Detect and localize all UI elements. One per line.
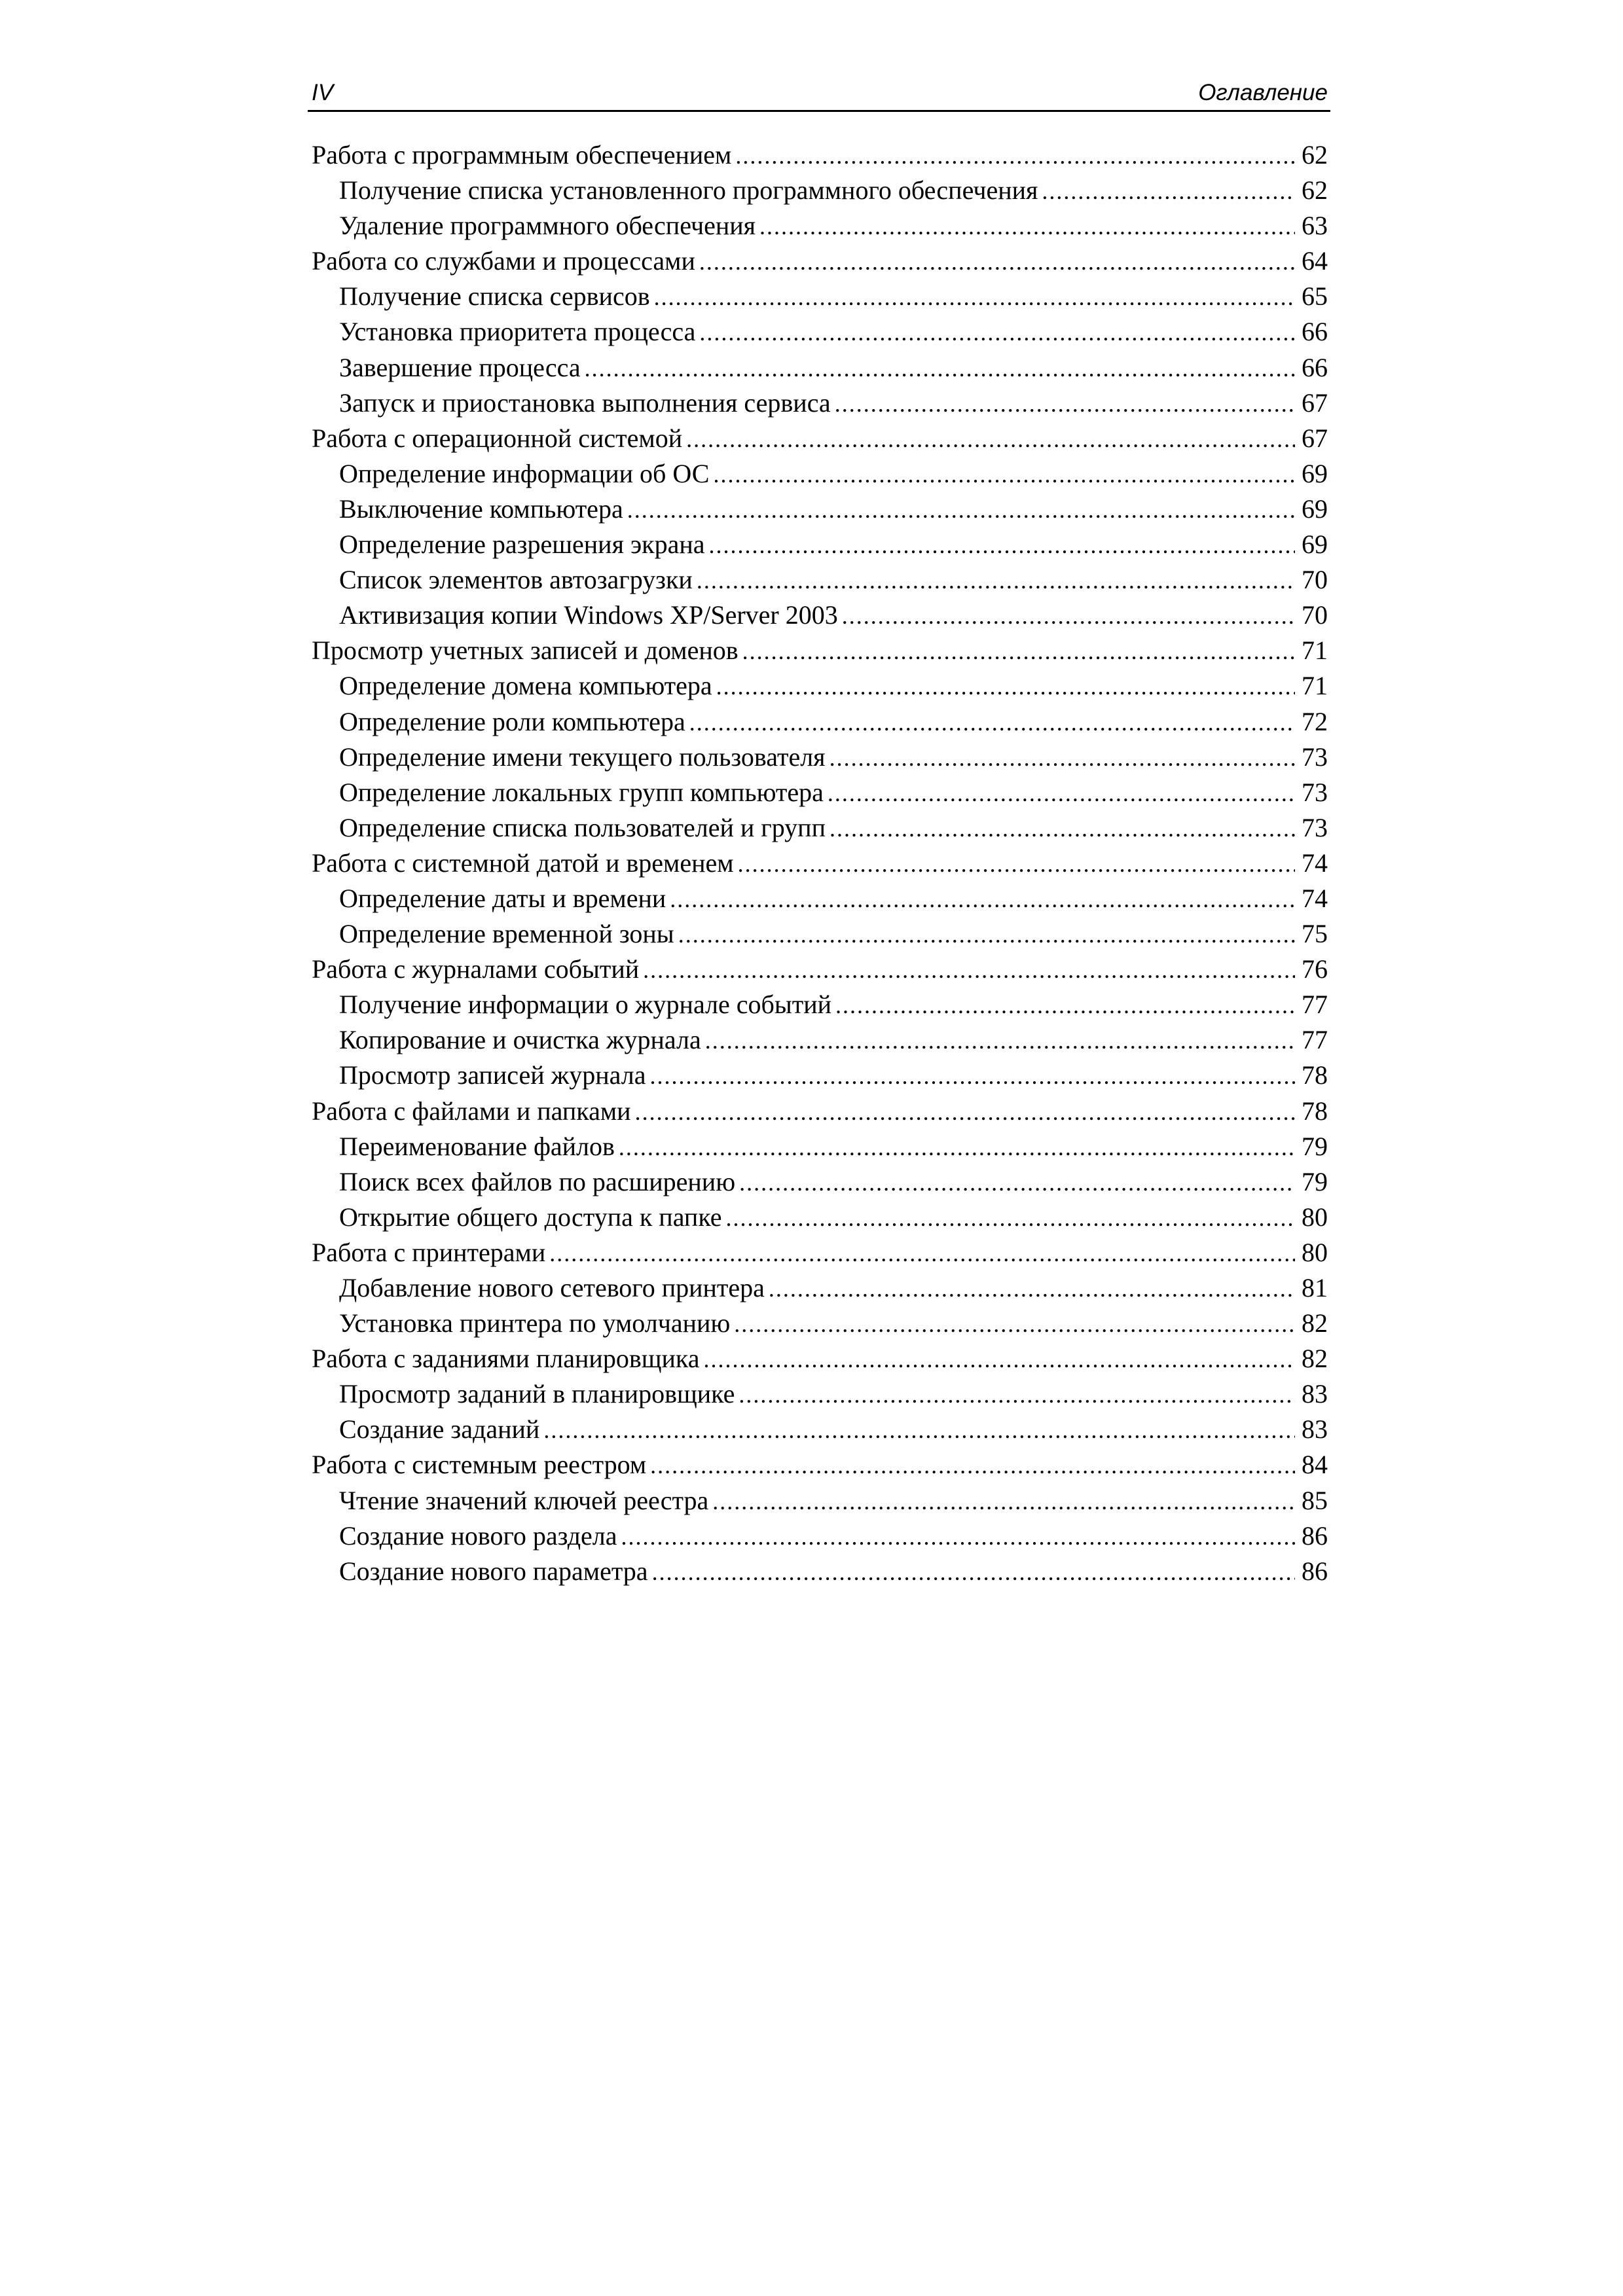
dot-leader bbox=[835, 386, 1295, 422]
toc-page-number: 66 bbox=[1302, 352, 1328, 382]
toc-page-number: 86 bbox=[1302, 1556, 1328, 1586]
toc-section-entry[interactable] bbox=[312, 243, 1328, 279]
running-head-title: Оглавление bbox=[1198, 80, 1328, 105]
page-folio: IV bbox=[312, 80, 334, 105]
toc-subsection-entry[interactable] bbox=[312, 775, 1328, 810]
dot-leader bbox=[828, 776, 1295, 811]
table-of-contents bbox=[312, 137, 1328, 1589]
toc-entry-title: Выключение компьютера bbox=[339, 493, 623, 524]
dot-leader bbox=[689, 705, 1295, 740]
toc-subsection-entry[interactable] bbox=[312, 916, 1328, 952]
toc-entry-title: Определение даты и времени bbox=[339, 883, 666, 913]
dot-leader bbox=[742, 634, 1295, 669]
toc-entry-title: Работа с файлами и папками bbox=[312, 1096, 631, 1126]
toc-subsection-entry[interactable] bbox=[312, 1164, 1328, 1200]
toc-subsection-entry[interactable] bbox=[312, 1306, 1328, 1341]
dot-leader bbox=[652, 1554, 1295, 1590]
toc-entry-title: Просмотр учетных записей и доменов bbox=[312, 636, 739, 666]
dot-leader bbox=[670, 882, 1295, 917]
toc-entry-title: Получение информации о журнале событий bbox=[339, 990, 832, 1020]
toc-section-entry[interactable] bbox=[312, 1235, 1328, 1270]
toc-entry-title: Установка приоритета процесса bbox=[339, 317, 696, 347]
toc-page-number: 81 bbox=[1302, 1273, 1328, 1302]
toc-entry-title: Определение разрешения экрана bbox=[339, 529, 705, 560]
toc-entry-title: Активизация копии Windows XP/Server 2003 bbox=[339, 600, 838, 630]
dot-leader bbox=[734, 1306, 1295, 1342]
toc-entry-title: Определение информации об ОС bbox=[339, 458, 710, 488]
toc-subsection-entry[interactable] bbox=[312, 1058, 1328, 1093]
toc-entry-title: Создание заданий bbox=[339, 1414, 540, 1444]
toc-page-number: 78 bbox=[1302, 1096, 1328, 1126]
toc-page-number: 64 bbox=[1302, 246, 1328, 276]
toc-entry-title: Работа с системным реестром bbox=[312, 1450, 647, 1480]
dot-leader bbox=[1042, 173, 1295, 209]
toc-page-number: 77 bbox=[1302, 1025, 1328, 1055]
dot-leader bbox=[705, 1023, 1295, 1058]
toc-entry-title: Просмотр заданий в планировщике bbox=[339, 1379, 735, 1409]
toc-subsection-entry[interactable] bbox=[312, 1376, 1328, 1412]
toc-page-number: 78 bbox=[1302, 1060, 1328, 1090]
toc-section-entry[interactable] bbox=[312, 421, 1328, 456]
dot-leader bbox=[726, 1200, 1295, 1236]
running-head bbox=[308, 71, 1330, 112]
toc-entry-title: Работа с заданиями планировщика bbox=[312, 1344, 700, 1374]
toc-entry-title: Завершение процесса bbox=[339, 352, 581, 382]
toc-entry-title: Работа со службами и процессами bbox=[312, 246, 695, 276]
toc-page-number: 73 bbox=[1302, 812, 1328, 842]
toc-entry-title: Добавление нового сетевого принтера bbox=[339, 1273, 765, 1302]
dot-leader bbox=[549, 1236, 1295, 1271]
toc-subsection-entry[interactable] bbox=[312, 1483, 1328, 1518]
toc-page-number: 62 bbox=[1302, 175, 1328, 206]
toc-page-number: 72 bbox=[1302, 706, 1328, 736]
toc-entry-title: Установка принтера по умолчанию bbox=[339, 1308, 731, 1338]
toc-page-number: 75 bbox=[1302, 919, 1328, 949]
toc-page-number: 67 bbox=[1302, 423, 1328, 453]
toc-entry-title: Создание нового раздела bbox=[339, 1520, 617, 1551]
toc-entry-title: Определение списка пользователей и групп bbox=[339, 812, 826, 842]
toc-subsection-entry[interactable] bbox=[312, 208, 1328, 243]
toc-entry-title: Определение роли компьютера bbox=[339, 706, 685, 736]
toc-entry-title: Создание нового параметра bbox=[339, 1556, 648, 1586]
toc-subsection-entry[interactable] bbox=[312, 1270, 1328, 1306]
toc-subsection-entry[interactable] bbox=[312, 279, 1328, 314]
dot-leader bbox=[738, 846, 1295, 882]
toc-subsection-entry[interactable] bbox=[312, 1129, 1328, 1164]
toc-entry-title: Определение имени текущего пользователя bbox=[339, 742, 826, 772]
toc-subsection-entry[interactable] bbox=[312, 987, 1328, 1022]
toc-page-number: 70 bbox=[1302, 565, 1328, 595]
toc-subsection-entry[interactable] bbox=[312, 810, 1328, 846]
toc-entry-title: Работа с программным обеспечением bbox=[312, 140, 732, 170]
toc-page-number: 86 bbox=[1302, 1520, 1328, 1551]
toc-subsection-entry[interactable] bbox=[312, 598, 1328, 633]
toc-page-number: 83 bbox=[1302, 1379, 1328, 1409]
dot-leader bbox=[699, 244, 1295, 279]
toc-subsection-entry[interactable] bbox=[312, 881, 1328, 916]
toc-subsection-entry[interactable] bbox=[312, 704, 1328, 740]
toc-entry-title: Работа с журналами событий bbox=[312, 954, 640, 984]
toc-entry-title: Определение временной зоны bbox=[339, 919, 674, 949]
toc-page-number: 63 bbox=[1302, 211, 1328, 241]
dot-leader bbox=[650, 1448, 1295, 1483]
toc-entry-title: Открытие общего доступа к папке bbox=[339, 1202, 722, 1232]
toc-page-number: 79 bbox=[1302, 1166, 1328, 1196]
toc-entry-title: Копирование и очистка журнала bbox=[339, 1025, 701, 1055]
toc-subsection-entry[interactable] bbox=[312, 386, 1328, 421]
dot-leader bbox=[769, 1271, 1295, 1306]
toc-section-entry[interactable] bbox=[312, 952, 1328, 987]
dot-leader bbox=[686, 422, 1295, 457]
toc-subsection-entry[interactable] bbox=[312, 668, 1328, 704]
toc-page-number: 84 bbox=[1302, 1450, 1328, 1480]
toc-page-number: 69 bbox=[1302, 458, 1328, 488]
toc-subsection-entry[interactable] bbox=[312, 1200, 1328, 1235]
toc-page-number: 66 bbox=[1302, 317, 1328, 347]
dot-leader bbox=[643, 952, 1295, 988]
toc-subsection-entry[interactable] bbox=[312, 350, 1328, 386]
toc-entry-title: Удаление программного обеспечения bbox=[339, 211, 756, 241]
toc-section-entry[interactable] bbox=[312, 846, 1328, 881]
toc-page-number: 74 bbox=[1302, 883, 1328, 913]
toc-subsection-entry[interactable] bbox=[312, 740, 1328, 775]
dot-leader bbox=[709, 528, 1296, 563]
toc-subsection-entry[interactable] bbox=[312, 492, 1328, 527]
toc-entry-title: Запуск и приостановка выполнения сервиса bbox=[339, 387, 831, 418]
dot-leader bbox=[678, 917, 1295, 952]
toc-page-number: 70 bbox=[1302, 600, 1328, 630]
toc-page-number: 82 bbox=[1302, 1344, 1328, 1374]
toc-entry-title: Переименование файлов bbox=[339, 1131, 615, 1161]
dot-leader bbox=[739, 1165, 1295, 1200]
dot-leader bbox=[712, 1484, 1295, 1519]
dot-leader bbox=[842, 598, 1295, 634]
dot-leader bbox=[830, 811, 1295, 846]
toc-page-number: 67 bbox=[1302, 387, 1328, 418]
toc-page-number: 71 bbox=[1302, 636, 1328, 666]
toc-entry-title: Определение локальных групп компьютера bbox=[339, 777, 824, 807]
toc-page-number: 80 bbox=[1302, 1202, 1328, 1232]
dot-leader bbox=[759, 209, 1295, 244]
toc-entry-title: Получение списка установленного программного обеспечения bbox=[339, 175, 1038, 206]
toc-subsection-entry[interactable] bbox=[312, 173, 1328, 208]
toc-entry-title: Определение домена компьютера bbox=[339, 671, 712, 701]
toc-entry-title: Чтение значений ключей реестра bbox=[339, 1485, 709, 1515]
toc-entry-title: Работа с принтерами bbox=[312, 1237, 546, 1267]
toc-section-entry[interactable] bbox=[312, 1447, 1328, 1482]
toc-page-number: 80 bbox=[1302, 1237, 1328, 1267]
dot-leader bbox=[627, 492, 1295, 528]
dot-leader bbox=[716, 669, 1295, 704]
toc-entry-title: Список элементов автозагрузки bbox=[339, 565, 693, 595]
dot-leader bbox=[739, 1377, 1295, 1412]
toc-subsection-entry[interactable] bbox=[312, 527, 1328, 562]
toc-page-number: 73 bbox=[1302, 777, 1328, 807]
toc-subsection-entry[interactable] bbox=[312, 456, 1328, 492]
dot-leader bbox=[713, 457, 1295, 492]
toc-subsection-entry[interactable] bbox=[312, 314, 1328, 350]
toc-entry-title: Поиск всех файлов по расширению bbox=[339, 1166, 736, 1196]
dot-leader bbox=[735, 138, 1295, 173]
dot-leader bbox=[835, 988, 1295, 1023]
toc-page-number: 76 bbox=[1302, 954, 1328, 984]
toc-section-entry[interactable] bbox=[312, 137, 1328, 173]
dot-leader bbox=[704, 1342, 1296, 1377]
toc-entry-title: Работа с операционной системой bbox=[312, 423, 683, 453]
toc-entry-title: Работа с системной датой и временем bbox=[312, 848, 734, 878]
toc-page-number: 82 bbox=[1302, 1308, 1328, 1338]
toc-page-number: 79 bbox=[1302, 1131, 1328, 1161]
dot-leader bbox=[654, 279, 1295, 315]
toc-page-number: 71 bbox=[1302, 671, 1328, 701]
dot-leader bbox=[621, 1519, 1295, 1554]
toc-section-entry[interactable] bbox=[312, 633, 1328, 668]
dot-leader bbox=[699, 315, 1295, 350]
dot-leader bbox=[619, 1130, 1295, 1165]
toc-page-number: 74 bbox=[1302, 848, 1328, 878]
dot-leader bbox=[697, 563, 1295, 598]
toc-page-number: 69 bbox=[1302, 529, 1328, 560]
toc-subsection-entry[interactable] bbox=[312, 1022, 1328, 1058]
dot-leader bbox=[830, 740, 1295, 776]
toc-subsection-entry[interactable] bbox=[312, 1518, 1328, 1554]
toc-subsection-entry[interactable] bbox=[312, 562, 1328, 598]
dot-leader bbox=[585, 351, 1295, 386]
toc-page-number: 69 bbox=[1302, 493, 1328, 524]
toc-section-entry[interactable] bbox=[312, 1341, 1328, 1376]
dot-leader bbox=[543, 1412, 1295, 1448]
toc-entry-title: Просмотр записей журнала bbox=[339, 1060, 646, 1090]
toc-section-entry[interactable] bbox=[312, 1094, 1328, 1129]
toc-entry-title: Получение списка сервисов bbox=[339, 281, 650, 312]
toc-page-number: 85 bbox=[1302, 1485, 1328, 1515]
toc-page-number: 65 bbox=[1302, 281, 1328, 312]
toc-subsection-entry[interactable] bbox=[312, 1554, 1328, 1589]
toc-subsection-entry[interactable] bbox=[312, 1412, 1328, 1447]
toc-page-number: 62 bbox=[1302, 140, 1328, 170]
toc-page-number: 73 bbox=[1302, 742, 1328, 772]
toc-page-number: 83 bbox=[1302, 1414, 1328, 1444]
toc-page-number: 77 bbox=[1302, 990, 1328, 1020]
dot-leader bbox=[635, 1094, 1295, 1130]
dot-leader bbox=[650, 1058, 1296, 1094]
